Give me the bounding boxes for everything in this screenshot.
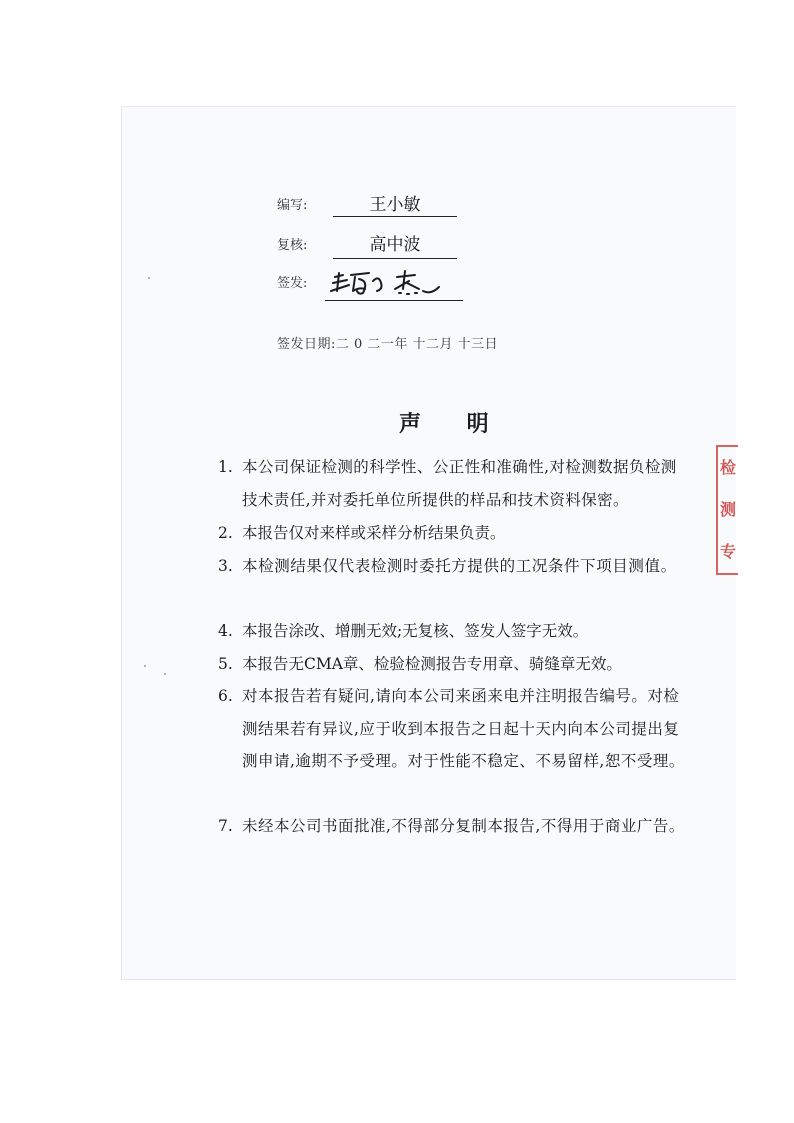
item-number: 4.	[218, 622, 233, 640]
item-text: 未经本公司书面批准,不得部分复制本报告,不得用于商业广告。	[242, 817, 685, 835]
item-number: 3.	[218, 557, 233, 575]
item-number: 1.	[218, 458, 233, 476]
editor-label: 编写:	[277, 198, 308, 213]
approver-underline	[325, 300, 463, 301]
report-page	[121, 106, 736, 980]
item-number: 2.	[218, 524, 233, 542]
editor-underline	[333, 216, 457, 217]
reviewer-name: 高中波	[369, 235, 421, 255]
item-number: 6.	[218, 687, 233, 705]
reviewer-underline	[333, 258, 457, 259]
scan-speck	[144, 665, 146, 667]
stamp-text: 检测专	[719, 458, 736, 561]
item-text: 本报告无CMA章、检验检测报告专用章、骑缝章无效。	[242, 655, 622, 673]
item-number: 5.	[218, 655, 233, 673]
declaration-title: 声 明	[399, 411, 491, 437]
approver-row	[277, 269, 467, 301]
editor-name: 王小敏	[369, 195, 421, 215]
handwritten-signature	[329, 269, 457, 299]
item-text: 本报告涂改、增删无效;无复核、签发人签字无效。	[242, 622, 589, 640]
reviewer-row	[277, 231, 467, 257]
inspection-seal-stamp	[716, 445, 738, 575]
scan-speck	[164, 673, 166, 675]
reviewer-label: 复核:	[277, 238, 308, 253]
issue-date: 签发日期:二 0 二一年 十二月 十三日	[277, 337, 499, 352]
approver-label: 签发:	[277, 276, 308, 291]
scan-speck	[148, 277, 150, 279]
item-text: 本报告仅对来样或采样分析结果负责。	[242, 524, 506, 542]
item-text: 对本报告若有疑问,请向本公司来函来电并注明报告编号。对检测结果若有异议,应于收到本报告之日起十天内向本公司提出复测申请,逾期不予受理。对于性能不稳定、不易留样,恕不受理。	[242, 687, 685, 770]
editor-row	[277, 191, 467, 217]
item-text: 本检测结果仅代表检测时委托方提供的工况条件下项目测值。	[242, 557, 677, 575]
item-text: 本公司保证检测的科学性、公正性和准确性,对检测数据负检测技术责任,并对委托单位所提供的样品和技术资料保密。	[242, 458, 677, 509]
item-number: 7.	[218, 817, 233, 835]
declaration-item	[218, 451, 688, 517]
